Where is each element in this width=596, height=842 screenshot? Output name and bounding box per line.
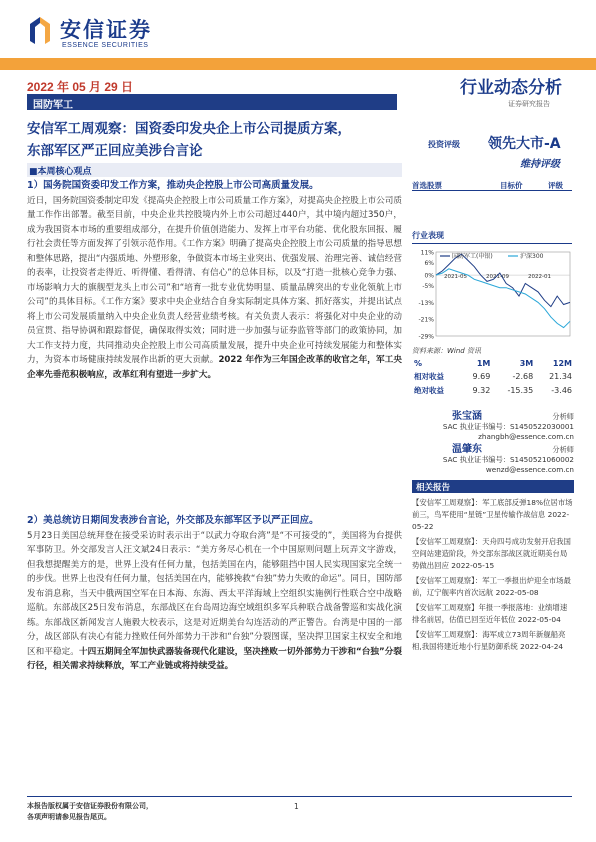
report-subtype: 证券研究报告 (508, 100, 550, 108)
sector-bar (27, 94, 397, 110)
company-logo-icon (27, 16, 53, 46)
footer-divider (27, 796, 572, 797)
y-tick-label: -29% (418, 333, 434, 341)
report-title (27, 118, 407, 162)
report-date: 2022 年 05 月 29 日 (27, 80, 134, 94)
paragraph-1-heading: 1）国务院国资委印发工作方案，推动央企控股上市公司高质量发展。 (27, 180, 319, 191)
preferred-stocks-col: 首选股票 (412, 181, 442, 190)
title-line-2: 东部军区严正回应美涉台言论 (27, 143, 203, 159)
series-line (436, 254, 570, 307)
y-tick-label: -13% (418, 299, 434, 307)
analyst-email: zhangbh@essence.com.cn (478, 432, 574, 441)
related-report-link[interactable]: 【安信军工周观察】年报一季报落地：业绩增速排名前居，估值已回至近年低位 2022-05-04 (412, 603, 568, 624)
rating-label: 投资评级 (428, 140, 460, 149)
related-report-link[interactable]: 【安信军工周观察】：海军成立73周年新舰船亮相,我国将建近地小行星防御系统 2022-04-24 (412, 630, 566, 651)
y-tick-label: 0% (424, 272, 434, 280)
paragraph-2-conclusion: 十四五期间全军加快武器装备现代化建设，坚决挫败一切外部势力干涉和“台独”分裂行径，相关需求持续释放，军工产业链或将持续受益。 (27, 646, 402, 671)
target-price-col: 目标价 (500, 181, 523, 190)
y-tick-label: 11% (420, 249, 434, 257)
legend-label: 沪深300 (520, 253, 544, 260)
footer-disclaimer (27, 801, 153, 823)
sector-label: 国防军工 (33, 100, 73, 111)
chart-frame (436, 252, 570, 336)
cell: 9.69 (472, 371, 491, 381)
related-report-link[interactable]: 【安信军工周观察】：天舟四号成功发射开启我国空间站建造阶段，外交部东部战区就近期美台局势做出回应 2022-05-15 (412, 537, 571, 570)
paragraph-1-body: 近日，国务院国资委制定印发《提高央企控股上市公司质量工作方案》，对提高央企控股上市公司质量工作作出部署。截至目前，中央企业共控股境内外上市公司超过440户，其中境内超过350户，成为我国资本市场的重要组成部分，在提升价值创造能力、发挥上市平台功能、优化股东回报、履行社会责任等方面发挥了引领示范作用。《工作方案》明确了提高央企控股上市公司质量的指导思想和整体思路，提出“内强质地、外塑形象，争做资本市场主业突出、优强发展、治理完善、诚信经营的表率，让投资者走得近、听得懂、看得清、有信心”的总体目标，以及“打造一批核心竞争力强、市场影响力大的旗舰型龙头上市公司”和“培育一批专业优势明显、质量品牌突出的专业化领航上市公司”的具体目标。《工作方案》要求中央企业结合自身实际制定具体方案、抓好落实，并提出试点将上市公司发展质量纳入中央企业负责人经营业绩考核。有关负责人表示：将强化对中央企业的动员宣贯、指导协调和跟踪督促，确保取得实效；同时进一步加强与证券监管等部门的政策协同，加大工作支持力度，共同推动央企控股上市公司高质量发展，提升中央企业可持续发展能力和整体实力，为资本市场健康持续发展作出新的更大贡献。 (27, 195, 402, 365)
analyst-1 (412, 407, 574, 441)
paragraph-2-heading: 2）美总统访日期间发表涉台言论，外交部及东部军区予以严正回应。 (27, 515, 319, 526)
table-row (412, 369, 574, 383)
section-header (27, 163, 402, 177)
company-name: 安信证券 (60, 18, 152, 42)
header-accent-bar (0, 58, 596, 70)
rating-col: 评级 (548, 181, 563, 190)
table-row (412, 383, 574, 397)
title-line-1: 安信军工周观察：国资委印发央企上市公司提质方案， (27, 121, 351, 137)
cell: -2.68 (512, 371, 534, 381)
cell: 21.34 (549, 371, 572, 381)
cell: -15.35 (507, 385, 534, 395)
perf-header-12m: 12M (552, 359, 572, 368)
industry-performance-title: 行业表现 (412, 230, 572, 244)
analyst-name: 温肇东 (452, 444, 482, 455)
performance-table (412, 358, 574, 397)
industry-performance-chart (412, 244, 574, 344)
chart-source: 资料来源：Wind 资讯 (412, 347, 481, 355)
related-reports-label: 相关报告 (416, 483, 451, 493)
cell: -3.46 (551, 385, 572, 395)
y-tick-label: 6% (424, 260, 434, 267)
related-reports-list (412, 497, 574, 656)
section-header-label: ■本周核心观点 (29, 167, 92, 177)
paragraph-2-body: 5月23日美国总统拜登在接受采访时表示出于“以武力夺取台湾”是“不可接受的”，美国将为台提供军事防卫。外交部发言人汪文斌24日表示：“美方务尽心机在一个中国原则问题上玩弄文字游戏，但我想提醒美方的是，世界上没有任何力量，包括美国在内，能够阻挡中国人民实现国家完全统一的步伐。世界上也没有任何力量，包括美国在内，能够挽救“台独”势力失败的命运”。同日，国防部发布消息称，当天中俄两国空军在日本海、东海、西太平洋海域上空组织实施例行性联合空中战略巡航。东部战区25日发布消息，东部战区在台岛周边海空域组织多军兵种联合战备警巡和实战化演练。东部战区新闻发言人施毅大校表示，这是对近期美台勾连活动的严正警告。台湾是中国的一部分，战区部队有决心有能力挫败任何外部势力干涉和“台独”分裂图谋，坚决捍卫国家主权安全和地区和平稳定。 (27, 530, 402, 657)
rating-keep: 维持评级 (520, 159, 560, 170)
company-name-en: ESSENCE SECURITIES (62, 42, 149, 49)
row-label-absolute: 绝对收益 (414, 385, 444, 395)
paragraph-2 (27, 514, 402, 674)
preferred-stocks-header (412, 178, 572, 191)
analyst-sac: SAC 执业证书编号：S1450522030001 (442, 422, 574, 431)
analyst-name: 张宝涵 (452, 411, 482, 422)
footer-line-2: 各项声明请参见报告尾页。 (27, 813, 111, 821)
legend-label: 国防军工(申银) (452, 253, 493, 260)
related-report-link[interactable]: 【安信军工周观察】：军工底部反弹18%位居市场前三，鸟军使用“星链”卫星传输作战信息 2022-05-22 (412, 498, 573, 531)
related-reports-header (412, 480, 574, 493)
x-tick-label: 2021-05 (444, 274, 467, 281)
perf-header-3m: 3M (519, 359, 534, 368)
analyst-email: wenzd@essence.com.cn (485, 465, 574, 474)
footer-line-1: 本报告版权属于安信证券股份有限公司， (27, 802, 153, 810)
analyst-2 (412, 440, 574, 474)
rating-value: 领先大市-A (488, 136, 561, 152)
x-tick-label: 2021-09 (486, 274, 509, 281)
paragraph-1 (27, 179, 402, 382)
row-label-relative: 相对收益 (414, 371, 444, 381)
page-number: 1 (294, 802, 299, 811)
analyst-sac: SAC 执业证书编号：S1450521060002 (442, 455, 574, 464)
analyst-role: 分析师 (552, 445, 574, 454)
paragraph-1-conclusion: 2022 年作为三年国企改革的收官之年，军工央企率先垂范积极响应，改革红利有望进一步扩大。 (27, 355, 402, 380)
x-tick-label: 2022-01 (528, 274, 551, 281)
y-tick-label: -5% (422, 283, 434, 291)
analyst-role: 分析师 (552, 412, 574, 421)
cell: 9.32 (472, 385, 491, 395)
related-report-link[interactable]: 【安信军工周观察】：军工一季报出炉迎全市场最前，辽宁舰率内首次远航 2022-05-08 (412, 576, 571, 597)
y-tick-label: -21% (418, 316, 434, 324)
perf-header-pct: % (414, 359, 423, 368)
perf-header-1m: 1M (476, 359, 491, 368)
report-type: 行业动态分析 (460, 78, 562, 98)
